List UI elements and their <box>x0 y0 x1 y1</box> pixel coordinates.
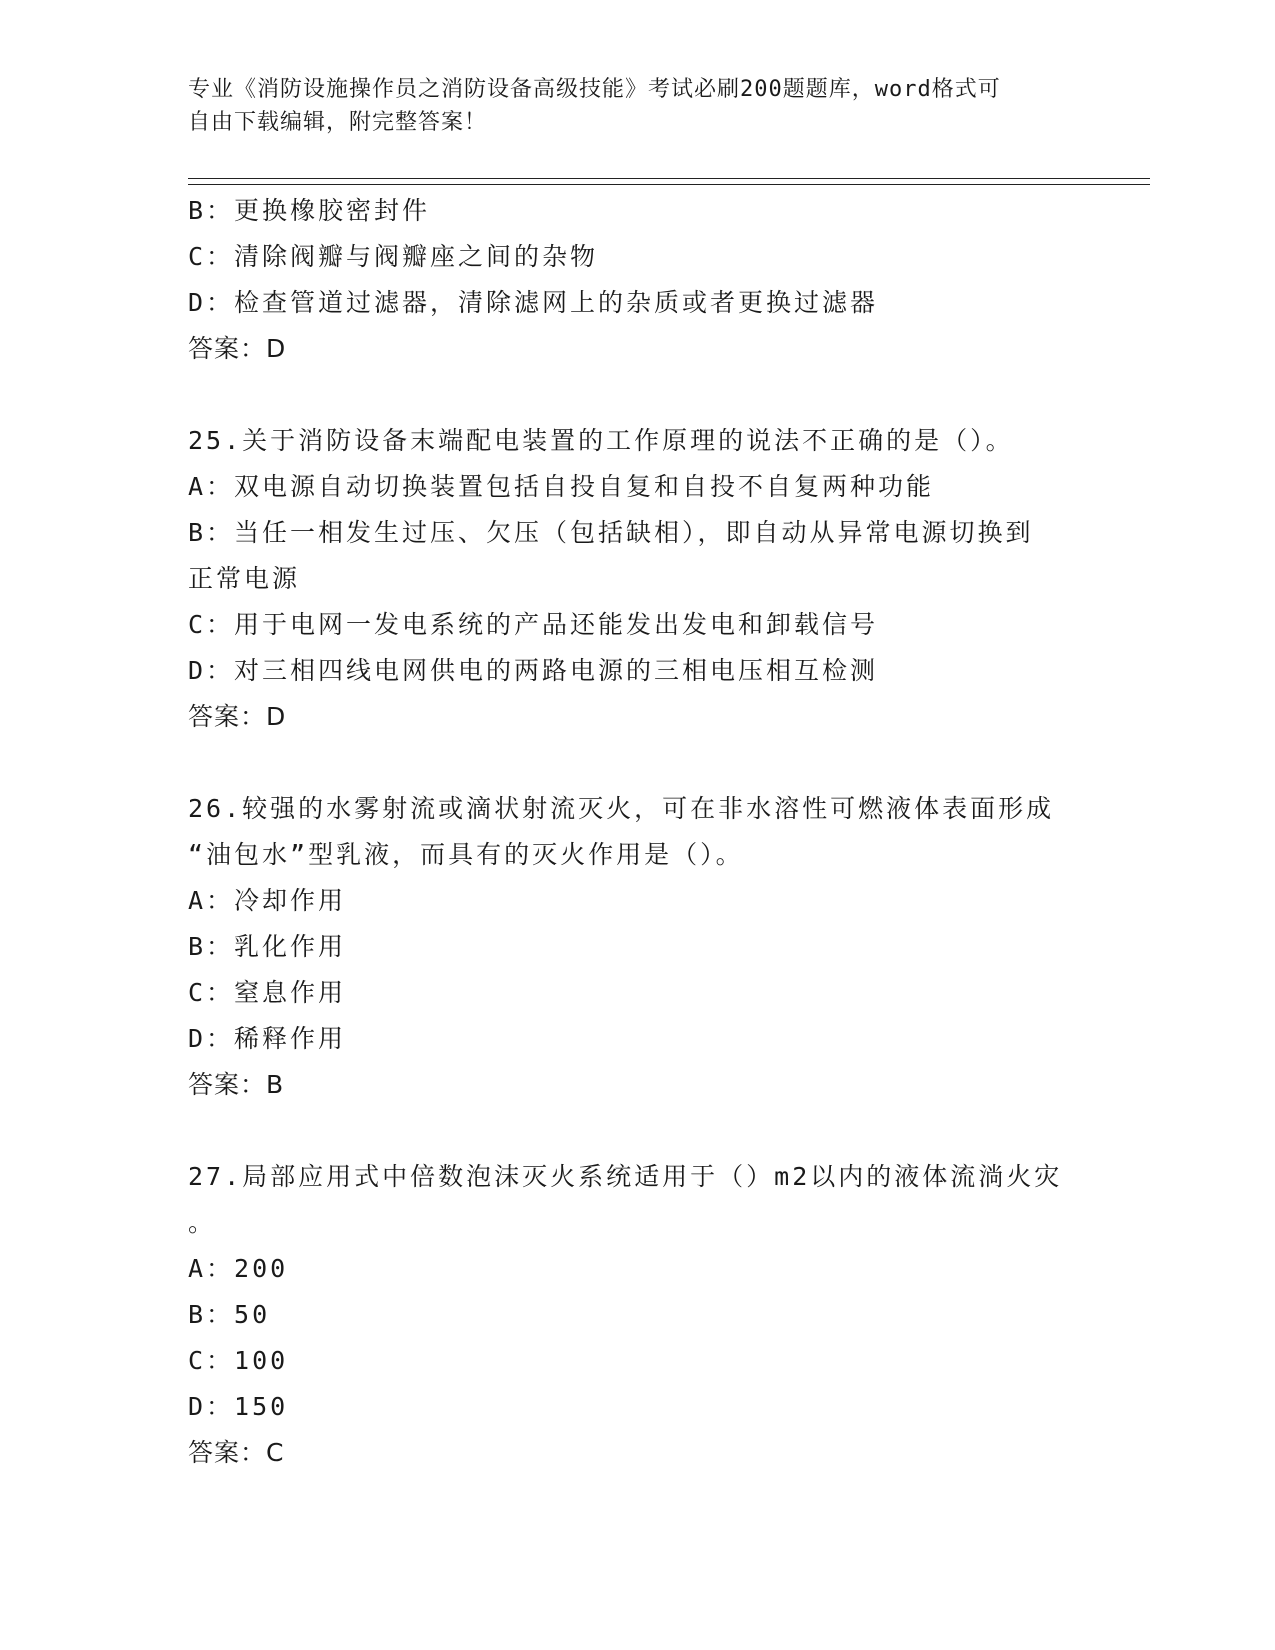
option-b: B：更换橡胶密封件 <box>188 196 431 225</box>
option-b: B：乳化作用 <box>188 932 347 961</box>
option-d: D：对三相四线电网供电的两路电源的三相电压相互检测 <box>188 656 879 685</box>
option-d: D：稀释作用 <box>188 1024 347 1053</box>
answer-line: 答案：C <box>188 1438 285 1467</box>
question-25 <box>188 418 1088 740</box>
question-list <box>188 188 1088 1476</box>
option-c: C：用于电网一发电系统的产品还能发出发电和卸载信号 <box>188 610 879 639</box>
option-a: A：冷却作用 <box>188 886 347 915</box>
option-a: A：200 <box>188 1254 289 1283</box>
question-stem: 26.较强的水雾射流或滴状射流灭火，可在非水溶性可燃液体表面形成 <box>188 794 1055 823</box>
question-stem-continued: 。 <box>188 1208 217 1237</box>
answer-line: 答案：D <box>188 334 287 363</box>
option-c: C：100 <box>188 1346 289 1375</box>
spacer <box>188 740 1088 786</box>
question-27 <box>188 1154 1088 1476</box>
option-c: C：窒息作用 <box>188 978 347 1007</box>
option-a: A：双电源自动切换装置包括自投自复和自投不自复两种功能 <box>188 472 935 501</box>
option-d: D：检查管道过滤器，清除滤网上的杂质或者更换过滤器 <box>188 288 879 317</box>
header-title-line-2: 自由下载编辑，附完整答案！ <box>188 110 488 135</box>
option-b: B：当任一相发生过压、欠压（包括缺相），即自动从异常电源切换到 <box>188 518 1034 547</box>
spacer <box>188 372 1088 418</box>
option-d: D：150 <box>188 1392 289 1421</box>
header-title-line-1: 专业《消防设施操作员之消防设备高级技能》考试必刷200题题库，word格式可 <box>188 77 1001 102</box>
header-divider <box>188 178 1150 185</box>
option-b-continued: 正常电源 <box>188 564 301 593</box>
question-stem-continued: “油包水”型乳液，而具有的灭火作用是（）。 <box>188 840 744 869</box>
question-24-tail <box>188 188 1088 372</box>
answer-line: 答案：D <box>188 702 287 731</box>
option-c: C：清除阀瓣与阀瓣座之间的杂物 <box>188 242 599 271</box>
question-26 <box>188 786 1088 1108</box>
option-b: B：50 <box>188 1300 271 1329</box>
question-stem: 27.局部应用式中倍数泡沫灭火系统适用于（）m2以内的液体流淌火灾 <box>188 1162 1063 1191</box>
question-stem: 25.关于消防设备末端配电装置的工作原理的说法不正确的是（）。 <box>188 426 1014 455</box>
spacer <box>188 1108 1088 1154</box>
answer-line: 答案：B <box>188 1070 285 1099</box>
document-header <box>188 73 1088 139</box>
